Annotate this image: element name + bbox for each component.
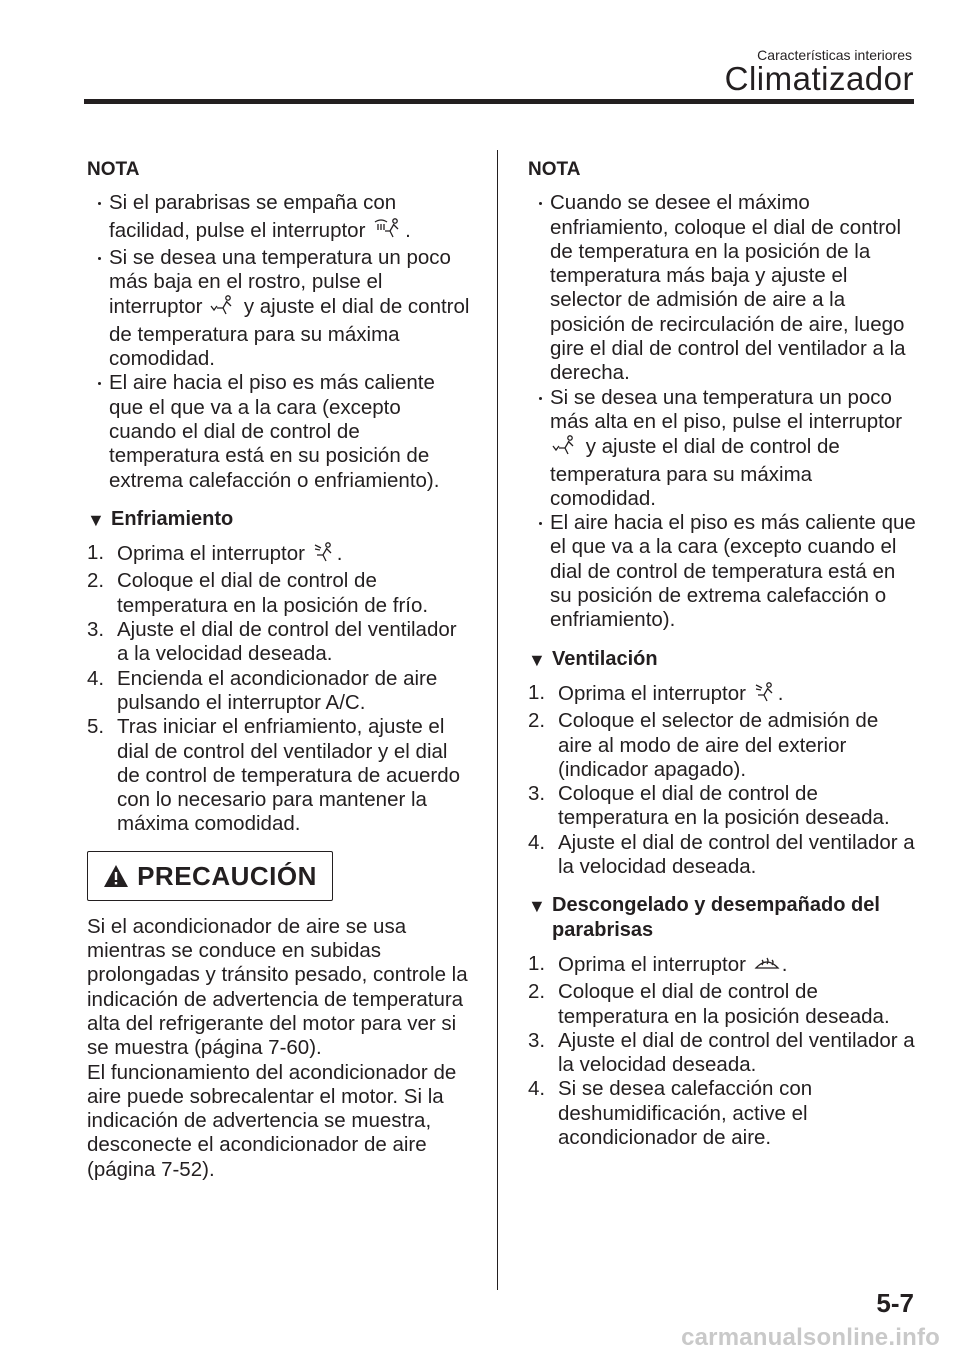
nota-item: Si se desea una temperatura un poco más alta en el piso, pulse el interruptor y ajuste el dial de control de temperatura para su máxima comodidad.: [538, 386, 918, 511]
nota-item: El aire hacia el piso es más caliente que el que va a la cara (excepto cuando el dial de control de temperatura está en su posición de extrema calefacción o enfriamiento).: [97, 371, 472, 492]
nota-item: Si el parabrisas se empaña con facilidad, pulse el interruptor .: [97, 191, 472, 246]
step-item: 4. Ajuste el dial de control del ventilador a la velocidad deseada.: [528, 830, 915, 879]
nota-label: NOTA: [528, 159, 581, 180]
nota-item: El aire hacia el piso es más caliente que el que va a la cara (excepto cuando el dial de control de temperatura está en su posición de extrema calefacción o enfriamiento).: [538, 511, 918, 632]
face-foot-icon: [210, 294, 236, 322]
page-number: 5-7: [876, 1288, 914, 1318]
step-number: 1.: [87, 541, 105, 565]
step-number: 3.: [87, 618, 105, 642]
step-item: 3. Coloque el dial de control de temperatura en la posición deseada.: [528, 782, 890, 830]
defrost-foot-icon: [373, 216, 403, 246]
step-number: 1.: [528, 680, 546, 704]
steps-list: [528, 681, 918, 879]
face-vent-icon: [313, 541, 335, 569]
step-item: 2. Coloque el dial de control de temperatura en la posición deseada.: [528, 980, 890, 1028]
nota-list: [538, 191, 918, 632]
step-item: 4. Encienda el acondicionador de aire pulsando el interruptor A/C.: [87, 666, 438, 714]
step-item: 1. Oprima el interruptor .: [87, 541, 472, 569]
step-number: 4.: [528, 830, 546, 854]
nota-item: Si se desea una temperatura un poco más baja en el rostro, pulse el interruptor y ajuste el dial de control de temperatura para su máxima comodidad.: [97, 246, 472, 371]
step-number: 4.: [87, 666, 105, 690]
face-foot-icon: [552, 434, 578, 462]
step-item: 3. Ajuste el dial de control del ventilador a la velocidad deseada.: [87, 618, 457, 666]
step-number: 5.: [87, 715, 105, 739]
section-title: Descongelado y desempañado del parabrisas: [552, 894, 880, 941]
section-title: Ventilación: [552, 647, 658, 670]
face-vent-icon: [754, 681, 776, 709]
nota-label: NOTA: [87, 159, 140, 180]
nota-list: [97, 191, 472, 493]
section-title: Enfriamiento: [111, 507, 234, 530]
steps-list: [528, 952, 918, 1150]
caution-paragraph: El funcionamiento del acondicionador de aire puede sobrecalentar el motor. Si la indicación de advertencia se muestra, desconecte el acondicionador de aire (página 7-52).: [87, 1060, 457, 1181]
caution-box: [87, 851, 333, 901]
right-column: [528, 158, 918, 1150]
section-heading-enfriamiento: [87, 507, 472, 531]
column-divider: [497, 150, 498, 1290]
step-number: 4.: [528, 1077, 546, 1101]
left-column: [87, 158, 472, 1182]
windshield-defrost-icon: [754, 952, 780, 980]
step-item: 5. Tras iniciar el enfriamiento, ajuste el dial de control del ventilador y el dial de control de temperatura de acuerdo con lo necesario para mantener la máxima comodidad.: [87, 715, 461, 836]
triangle-marker-icon: ▼: [528, 649, 546, 670]
step-number: 3.: [528, 782, 546, 806]
nota-item: Cuando se desee el máximo enfriamiento, coloque el dial de control de temperatura en la posición de la temperatura más baja y ajuste el selector de admisión de aire a la posición de recirculación de aire, luego gire el dial de control del ventilador a la derecha.: [538, 191, 918, 385]
caution-paragraph: Si el acondicionador de aire se usa mientras se conduce en subidas prolongadas y tránsito pesado, controle la indicación de advertencia de temperatura alta del refrigerante del motor para ver si se muestra (página 7-60).: [87, 914, 468, 1060]
page-title: Climatizador: [724, 60, 914, 97]
step-item: 1. Oprima el interruptor .: [528, 681, 918, 709]
warning-triangle-icon: [103, 864, 129, 888]
step-number: 2.: [528, 709, 546, 733]
header-rule: [84, 99, 914, 104]
section-heading: [528, 647, 918, 671]
step-item: 1. Oprima el interruptor .: [528, 952, 918, 980]
step-item: 2. Coloque el dial de control de temperatura en la posición de frío.: [87, 569, 429, 617]
triangle-marker-icon: ▼: [528, 896, 546, 917]
step-item: 4. Si se desea calefacción con deshumidificación, active el acondicionador de aire.: [528, 1077, 813, 1149]
caution-body: [87, 915, 472, 1182]
section-heading: [528, 893, 918, 942]
header-section-label: Características interiores: [757, 47, 912, 63]
step-number: 1.: [528, 951, 546, 975]
step-item: 2. Coloque el selector de admisión de aire al modo de aire del exterior (indicador apagado).: [528, 709, 879, 781]
steps-list: [87, 541, 472, 837]
step-number: 2.: [87, 569, 105, 593]
caution-label: PRECAUCIÓN: [137, 860, 317, 891]
watermark: carmanualsonline.info: [681, 1324, 940, 1351]
step-item: 3. Ajuste el dial de control del ventilador a la velocidad deseada.: [528, 1028, 915, 1077]
right-sections: [528, 647, 918, 1151]
step-number: 3.: [528, 1028, 546, 1052]
triangle-marker-icon: ▼: [87, 509, 105, 530]
step-number: 2.: [528, 980, 546, 1004]
